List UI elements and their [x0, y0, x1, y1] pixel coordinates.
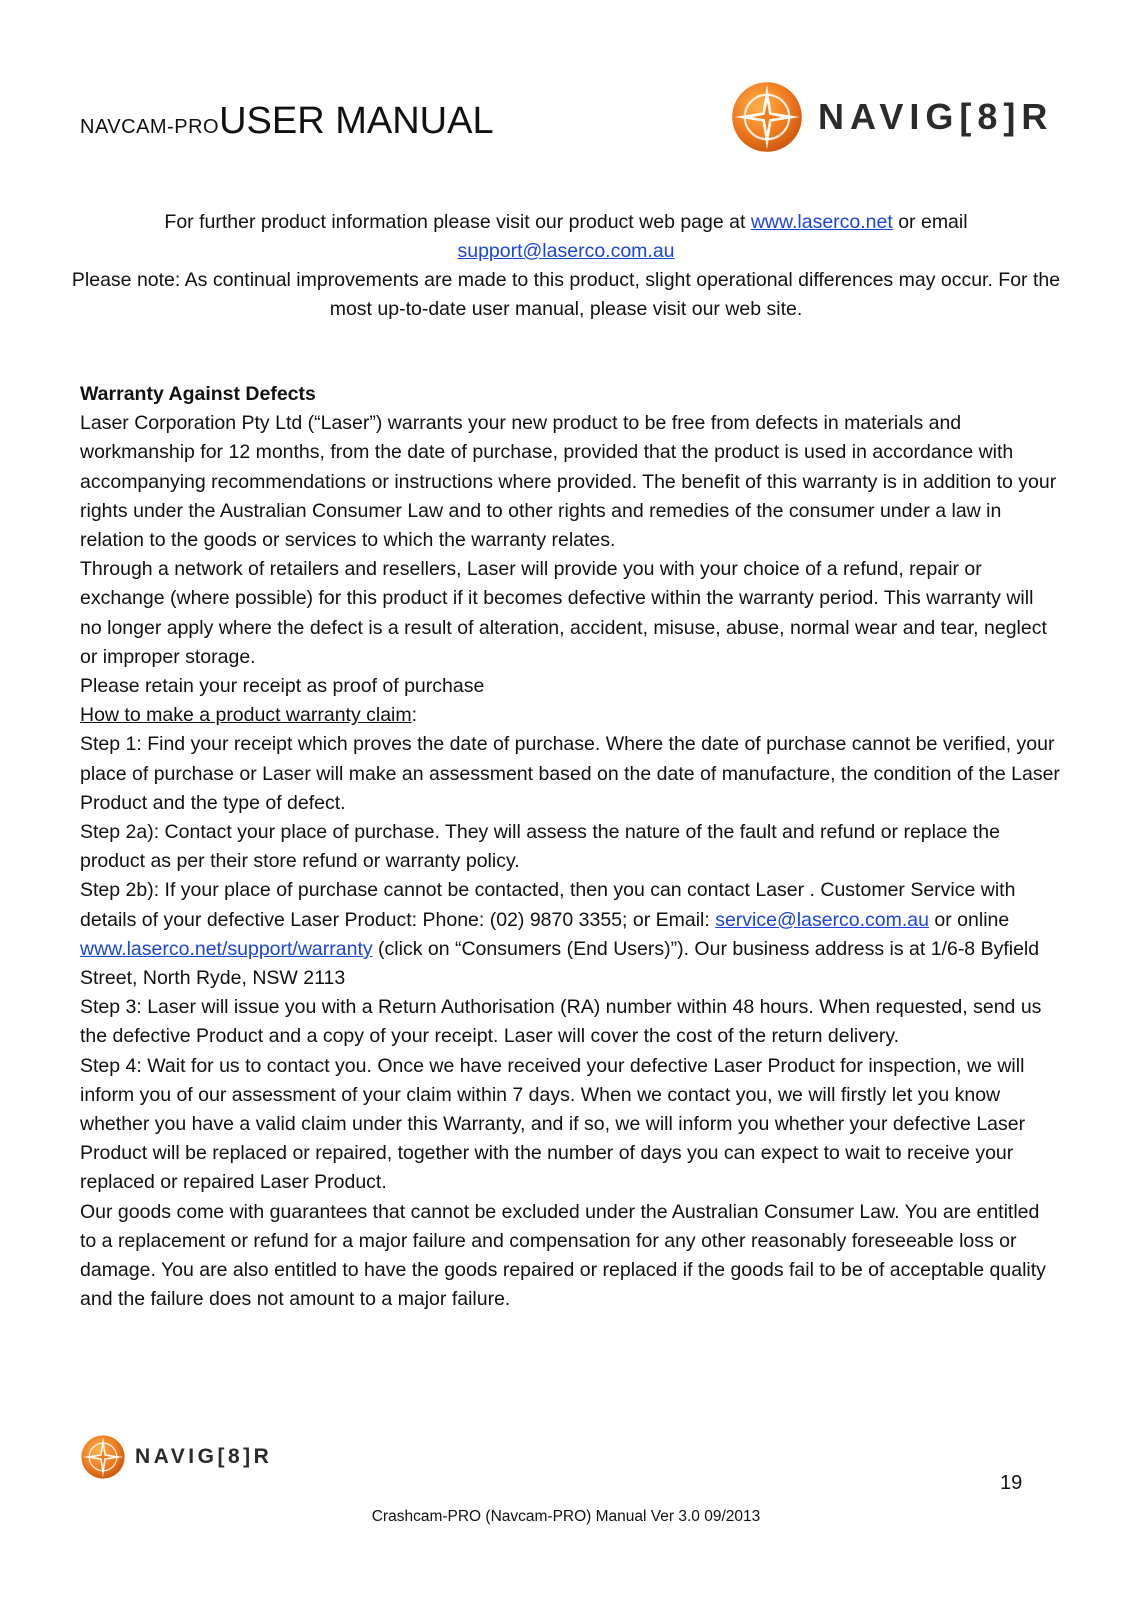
- claim-heading-colon: :: [411, 704, 418, 727]
- service-email-link[interactable]: service@laserco.com.au: [715, 908, 929, 931]
- page-title: [80, 100, 494, 143]
- warranty-section: [80, 380, 1060, 1315]
- warranty-paragraph: Please retain your receipt as proof of purchase: [80, 675, 485, 698]
- claim-step-text: Step 2b): If your place of purchase cannot be contacted, then you can contact Laser . Customer Service with details of your defective Laser Product: Phone: (02) 9870 3355; or Email:: [80, 879, 1016, 931]
- claim-step: Step 1: Find your receipt which proves the date of purchase. Where the date of purchase cannot be verified, your place of purchase or Laser will make an assessment based on the date of manufacture, the condition of the Laser Product and the type of defect.: [80, 733, 1060, 814]
- product-info: [60, 208, 1072, 266]
- brand-logo-footer: [80, 1434, 272, 1480]
- page-title-product: NAVCAM-PRO: [80, 116, 220, 138]
- page-title-main: USER MANUAL: [219, 100, 494, 142]
- claim-step-text: or online: [929, 908, 1010, 931]
- support-email-link[interactable]: support@laserco.com.au: [457, 240, 675, 262]
- compass-logo-icon: [80, 1434, 126, 1480]
- claim-step: Step 3: Laser will issue you with a Return Authorisation (RA) number within 48 hours. When requested, send us the defective Product and a copy of your receipt. Laser will cover the cost of the return delivery.: [80, 996, 1042, 1048]
- warranty-url-link[interactable]: www.laserco.net/support/warranty: [80, 937, 373, 960]
- info-text-or-email: or email: [892, 211, 968, 233]
- warranty-paragraph: Through a network of retailers and resellers, Laser will provide you with your choice of a refund, repair or exchange (where possible) for this product if it becomes defective within the warranty period. This warranty will no longer apply where the defect is a result of alteration, accident, misuse, abuse, normal wear and tear, neglect or improper storage.: [80, 558, 1047, 668]
- improvement-note: Please note: As continual improvements are made to this product, slight operational differences may occur. For the most up-to-date user manual, please visit our web site.: [71, 269, 1061, 320]
- claim-heading: How to make a product warranty claim: [80, 704, 412, 727]
- brand-logo-header: [730, 80, 1053, 154]
- claim-step: [80, 876, 1060, 993]
- brand-wordmark: NAVIG[8]R: [135, 1445, 273, 1468]
- warranty-heading: Warranty Against Defects: [80, 383, 316, 405]
- warranty-paragraph: Laser Corporation Pty Ltd (“Laser”) warrants your new product to be free from defects in materials and workmanship for 12 months, from the date of purchase, provided that the product is used in accordance with accompanying recommendations or instructions where provided. The benefit of this warranty is in addition to your rights under the Australian Consumer Law and to other rights and remedies of the consumer under a law in relation to the goods or services to which the warranty relates.: [80, 412, 1057, 552]
- brand-wordmark: NAVIG[8]R: [818, 96, 1054, 137]
- website-link[interactable]: www.laserco.net: [750, 211, 893, 233]
- claim-heading-line: [80, 701, 1060, 730]
- info-text: For further product information please visit our product web page at: [164, 211, 751, 233]
- consumer-law-paragraph: Our goods come with guarantees that cannot be excluded under the Australian Consumer Law. You are entitled to a replacement or refund for a major failure and compensation for any other reasonably foreseeable loss or damage. You are also entitled to have the goods repaired or replaced if the goods fail to be of acceptable quality and the failure does not amount to a major failure.: [80, 1200, 1046, 1311]
- claim-step: Step 2a): Contact your place of purchase. They will assess the nature of the fault and refund or replace the product as per their store refund or warranty policy.: [80, 821, 1000, 873]
- compass-logo-icon: [730, 80, 804, 154]
- claim-step: Step 4: Wait for us to contact you. Once we have received your defective Laser Product for inspection, we will inform you of our assessment of your claim within 7 days. When we contact you, we will firstly let you know whether you have a valid claim under this Warranty, and if so, we will inform you whether your defective Laser Product will be replaced or repaired, together with the number of days you can expect to wait to receive your replaced or repaired Laser Product.: [80, 1054, 1026, 1194]
- page-number: 19: [1000, 1472, 1023, 1494]
- claim-step-text: (click on “Consumers (End Users)”). Our business address is at 1/6-8 Byfield Street, North Ryde, NSW 2113: [80, 937, 1040, 990]
- footer-version: Crashcam-PRO (Navcam-PRO) Manual Ver 3.0 09/2013: [371, 1508, 761, 1525]
